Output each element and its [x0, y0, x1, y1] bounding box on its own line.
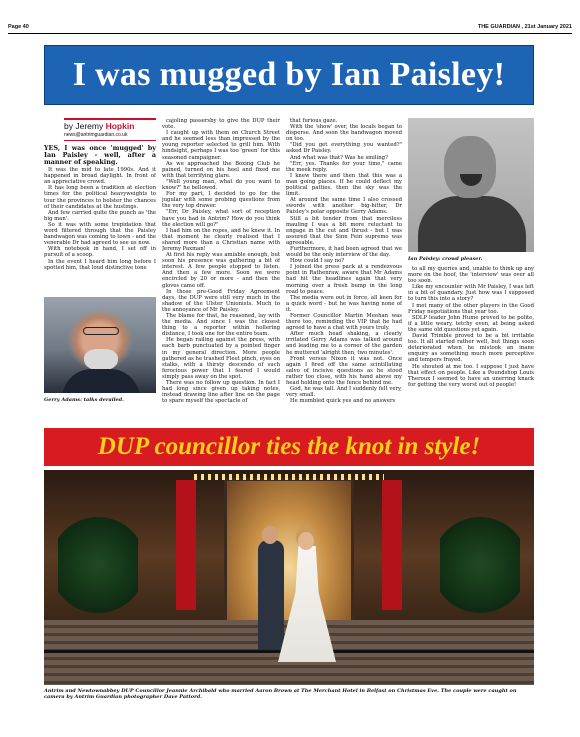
article-column-3	[286, 118, 402, 423]
photo-caption-adams: Gerry Adams: talks derailed.	[44, 397, 124, 403]
paragraph: "Err, Dr Paisley, what sort of reception have you had in Antrim? How do you think the election will go?"	[162, 209, 280, 228]
photo-caption-wedding: Antrim and Newtownabbey DUP Councillor Jeannie Archibald who married Aaron Brown at The Merchant Hotel in Belfast on Christmas Eve. The couple were caught on camera by Antrim Guardian photographer Dave Pattord.	[44, 688, 517, 700]
christmas-tree-shape	[440, 510, 520, 620]
paragraph: With the 'show' over, the locals began to disperse. And soon the bandwagon moved on too.	[286, 124, 402, 143]
paragraph: The blame for that, he reasoned, lay with the media. And since I was the closest thing to a reporter within hollering distance, I took one for the entire team.	[162, 313, 280, 338]
paragraph: The media were out in force, all keen for a quick word - but he was having none of it.	[286, 294, 402, 313]
paragraph: In the event I heard him long before I spotted him, that loud distinctive tone	[44, 258, 156, 271]
bride-head	[298, 532, 314, 550]
groom-head	[262, 526, 278, 544]
paragraph: God, he was tall. And I suddenly felt very, very small.	[286, 386, 402, 399]
paragraph: For my part, I decided to go for the jugular with some probing questions from the very top drawer.	[162, 191, 280, 210]
paragraph: to all my queries and, unable to think up any more on the hoof, the 'interview' was over all too soon.	[408, 266, 534, 285]
paragraph: There was no follow up question. In fact I had long since given up taking notes, instead drawing line after line on the page to spare myself the spectacle of	[162, 380, 280, 405]
secondary-headline-banner	[44, 428, 534, 466]
head-shape	[444, 136, 496, 198]
paragraph: "Did you get everything you wanted?" asked Dr Paisley.	[286, 142, 402, 155]
paragraph: I met many of the other players in the Good Friday negotiations that year too.	[408, 302, 534, 315]
paragraph: As we approached the Boxing Club he pained, turned on his heel and fixed me with that terrifying glare.	[162, 160, 280, 179]
gerry-adams-photo	[44, 297, 156, 393]
headline-banner	[44, 45, 534, 105]
red-banner-shape	[176, 480, 196, 610]
photo-caption-paisley: Ian Paisley: crowd pleaser.	[408, 256, 483, 262]
glasses-shape	[83, 327, 119, 335]
paragraph: that furious gaze.	[290, 118, 338, 124]
paragraph: "Err, yes. Thanks for your time," came the meek reply.	[286, 160, 402, 173]
page-number: Page 40	[8, 24, 29, 30]
beard-shape	[84, 349, 118, 371]
ian-paisley-photo	[408, 118, 534, 252]
paragraph: So it was with some trepidation that word filtered through that the Paisley bandwagon was coming to town - and the venerable Dr had agreed to see us now.	[44, 221, 156, 247]
paragraph: In those pre-Good Friday Agreement days, the DUP were still very much in the shadow of the Ulster Unionists. Much to the annoyance of Mr Paisley.	[162, 288, 280, 313]
paragraph: After much head shaking, a clearly irritated Gerry Adams was talked around and leading me to a corner of the garden he muttered 'alright then, two minutes'.	[286, 331, 402, 356]
byline-first-name: Jeremy	[75, 121, 106, 131]
red-banner-shape	[382, 480, 402, 610]
paragraph: I knew there and then that this was a man going places. If he could deflect my political patties, then the sky was the limit.	[286, 172, 402, 198]
paragraph: David Trimble proved to be a bit irritable too. It all started rather well, but things soon deteriorated when he mistook an inane enquiry as something much more perceptive and tempers frayed.	[408, 333, 534, 364]
fairy-lights-shape	[194, 474, 384, 480]
page-header	[8, 24, 572, 34]
coat-shape	[418, 196, 526, 252]
paragraph: And what was that? Was he smiling?	[290, 154, 388, 161]
paragraph: At first his reply was amiable enough, but soon his presence was gathering a bit of interest. A few people stopped to listen. And then a few more. Soon we were encircled by 20 or more - and then the gloves came off.	[162, 252, 280, 289]
paragraph: Former Councillor Martin Meehan was there too, reminding the VIP that he had agreed to have a chat with yours truly.	[286, 313, 402, 332]
article-column-1	[44, 118, 156, 271]
paragraph: It was the mid to late 1990s. And it happened in broad daylight. In front of an appreciative crowd.	[44, 167, 156, 186]
wedding-photo	[44, 470, 534, 685]
paragraph: I joined the press pack at a rendezvous point in Rathenraw, aware that Mr Adams had hit the headlines again that very morning over a fresh bump in the long road to peace.	[286, 264, 402, 295]
paragraph: Still a bit tender from that merciless mauling I was a bit more reluctant to engage in the cut and thrust - but I was assured that the Sinn Fein supremo was agreeable.	[286, 215, 402, 246]
paragraph: Furthermore, it had been agreed that we would be the only interview of the day.	[286, 245, 402, 259]
paragraph: With notebook in hand, I set off in pursuit of a scoop.	[44, 246, 156, 259]
byline	[64, 118, 156, 131]
paragraph: It has long been a tradition at election times for the political heavyweights to tour the provinces to bolster the chances of their candidates at the hustings.	[44, 185, 156, 210]
paragraph: "Well young man, what do you want to know?" he bellowed.	[162, 178, 280, 192]
paragraph: He began railing against the press, with each barb punctuated by a pointed finger in my general direction. More people gathered as he trashed Fleet pinch, eyes on stalks, with a thirsty descendo of such ferocious power that I feared I would simply pass away on the spot.	[162, 337, 280, 380]
lead-paragraph: YES, I was once 'mugged' by Ian Paisley - well, after a manner of speaking.	[44, 144, 156, 167]
byline-prefix: by	[64, 121, 76, 131]
groom-figure	[258, 540, 284, 650]
paragraph: Front versus Nixon it was not. Once again I fired off the same scintillating salvo of incisive questions as he stood rather too close, with his hand above my head holding onto the fence behind me.	[286, 355, 402, 387]
paragraph: SDLP leader John Hume proved to be polite, if a little weary, tetchy even, at being asked the same old questions yet again.	[408, 314, 534, 333]
paper-dateline: THE GUARDIAN , 21st January 2021	[477, 24, 572, 30]
paragraph: He mumbled quick yes and no answers	[290, 398, 396, 405]
paragraph: I had him on the ropes, and he knew it. In that moment he clearly realised that I shared more than a Christian name with Jeremy Paxman!	[162, 227, 280, 252]
paragraph: He shouted at me too. I suppose I just have that effect on people. Like a Poundshop Louis Theroux I seemed to have an unerring knack for getting the very worst out of people!	[408, 363, 534, 388]
main-headline: I was mugged by Ian Paisley!	[72, 56, 506, 93]
byline-email[interactable]: news@antrimguardian.co.uk	[64, 132, 156, 141]
hotel-doorway-shape	[224, 478, 354, 628]
article-column-4	[408, 266, 534, 423]
secondary-headline: DUP councillor ties the knot in style!	[97, 433, 481, 460]
paragraph: At around the same time I also crossed swords with another big-hitter, Dr Paisley's polar opposite Gerry Adams.	[286, 197, 402, 216]
paragraph: And few carried quite the punch as 'the big man'.	[44, 209, 156, 222]
christmas-tree-shape	[58, 510, 138, 620]
paragraph: Like my encounter with Mr Paisley, I was left in a bit of quandary. Just how was I supposed to turn this into a story?	[408, 284, 534, 303]
paragraph: I caught up with them on Church Street and he seemed less than impressed by the young reporter selected to grill him. With hindsight, perhaps I was too 'green' for this seasoned campaigner.	[162, 130, 280, 161]
suit-shape	[62, 369, 140, 393]
paragraph: cajoling passersby to give the DUP their vote.	[162, 118, 280, 131]
byline-last-name: Hopkin	[105, 121, 135, 131]
article-column-2	[162, 118, 280, 423]
paragraph: How could I say no?	[290, 258, 345, 265]
